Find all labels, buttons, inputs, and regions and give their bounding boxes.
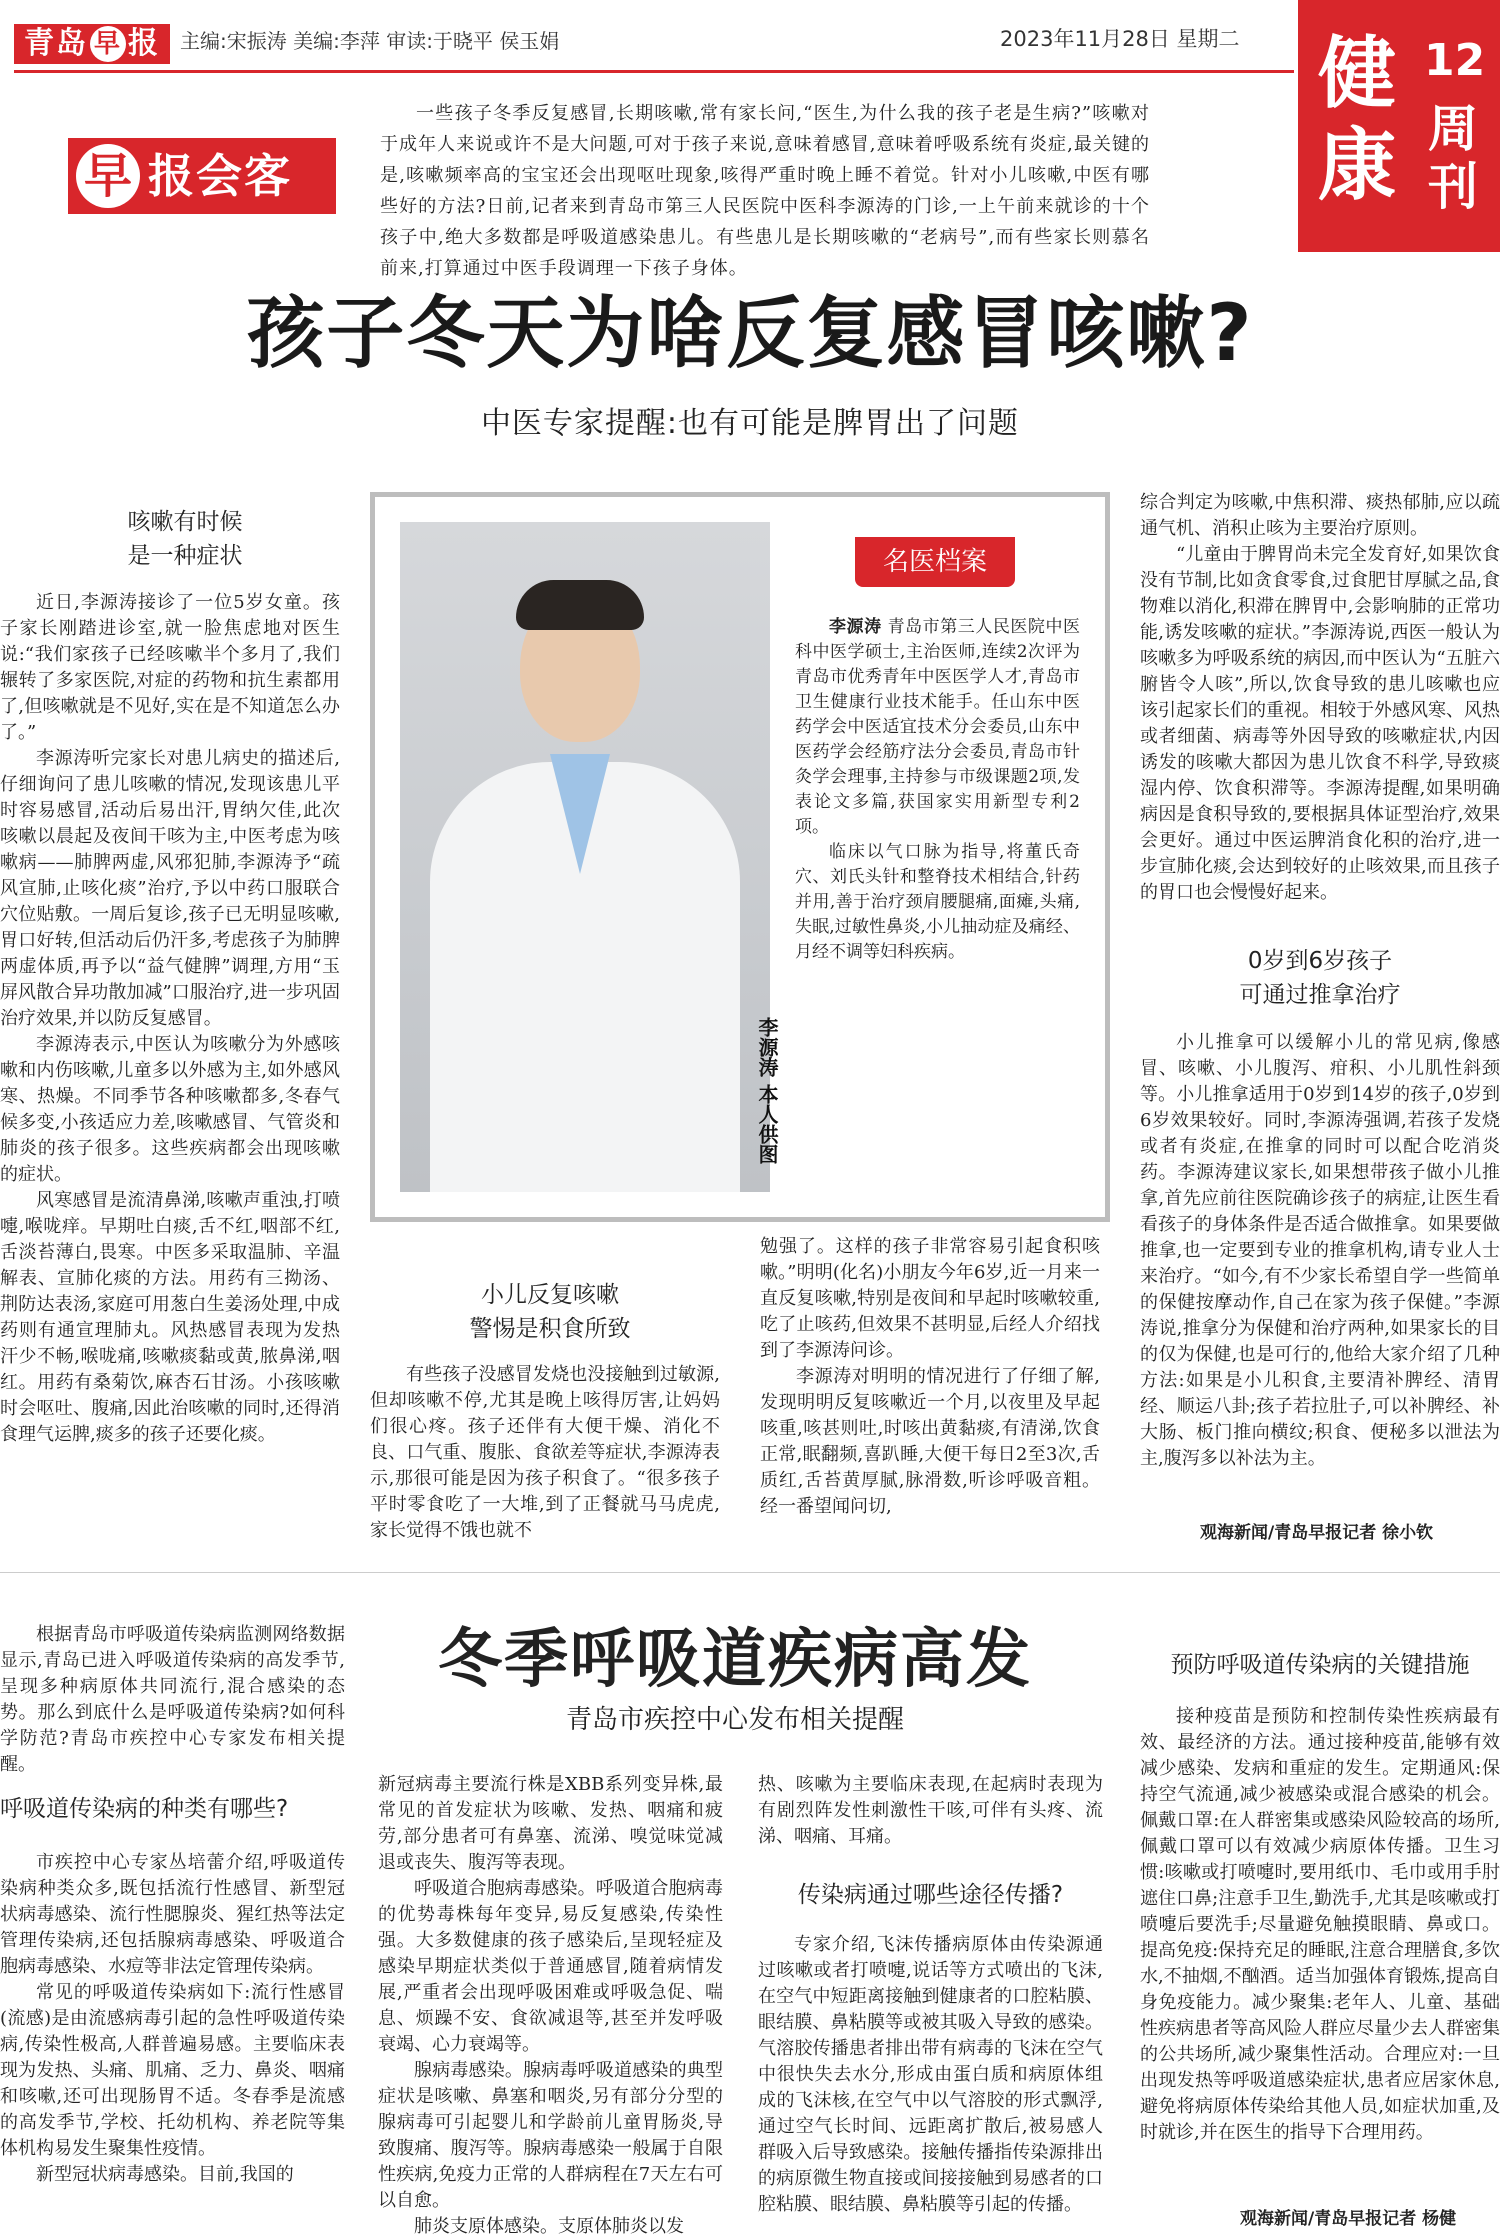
subheadline-2: 青岛市疾控中心发布相关提醒 [565, 1705, 904, 1735]
question-prevention: 预防呼吸道传染病的关键措施 [1170, 1652, 1470, 1678]
paragraph: 小儿推拿可以缓解小儿的常见病,像感冒、咳嗽、小儿腹泻、疳积、小儿肌性斜颈等。小儿推拿适用于0岁到14岁的孩子,0岁到6岁效果较好。同时,李源涛强调,若孩子发烧或者有炎症,在推拿的同时可以配合吃消炎药。李源涛建议家长,如果想带孩子做小儿推拿,首先应前往医院确诊孩子的病症,让医生看看孩子的身体条件是否适合做推拿。如果要做推拿,也一定要到专业的推拿机构,请专业人士来治疗。“如今,有不少家长希望自学一些简单的保健按摩动作,自己在家为孩子保健。”李源涛说,推拿分为保健和治疗两种,如果家长的目的仅为保健,也是可行的,他给大家介绍了几种方法:如果是小儿积食,主要清补脾经、清胃经、顺运八卦;孩子若拉肚子,可以补脾经、补大肠、板门推向横纹;积食、便秘多以泄法为主,腹泻多以补法为主。 [1140, 1032, 1500, 1469]
masthead-rule [14, 70, 1294, 73]
article1-column-3 [760, 1234, 1100, 1520]
article2-intro [0, 1622, 345, 1778]
paragraph: 近日,李源涛接诊了一位5岁女童。孩子家长刚踏进诊室,就一脸焦虑地对医生说:“我们家孩子已经咳嗽半个多月了,我们辗转了多家医院,对症的药物和抗生素都用了,但咳嗽就是不见好,实在是不知道怎么办了。” [0, 592, 340, 743]
doctor-photo [400, 522, 770, 1192]
byline-2: 观海新闻/青岛早报记者 杨健 [1240, 2209, 1457, 2229]
paragraph: 常见的呼吸道传染病如下:流行性感冒(流感)是由流感病毒引起的急性呼吸道传染病,传染性极高,人群普遍易感。主要临床表现为发热、头痛、肌痛、乏力、鼻炎、咽痛和咳嗽,还可出现肠胃不适。冬春季是流感的高发季节,学校、托幼机构、养老院等集体机构易发生聚集性疫情。 [0, 1982, 345, 2159]
logo-text-c: 报 [128, 26, 160, 61]
column-badge [68, 138, 336, 267]
paragraph: 呼吸道合胞病毒感染。呼吸道合胞病毒的优势毒株每年变异,易反复感染,传染性强。大多数健康的孩子感染后,呈现轻症及感染早期症状类似于普通感冒,随着病情发展,严重者会出现呼吸困难或呼吸急促、喘息、烦躁不安、食欲减退等,甚至并发呼吸衰竭、心力衰竭等。 [378, 1878, 723, 2055]
badge-label: 报会客厅 [148, 149, 292, 267]
paragraph: 李源涛对明明的情况进行了仔细了解,发现明明反复咳嗽近一个月,以夜里及早起咳重,咳甚则吐,时咳出黄黏痰,有清涕,饮食正常,眠翻频,喜趴睡,大便干每日2至3次,舌质红,舌苔黄厚腻,脉滑数,听诊呼吸音粗。经一番望闻问切, [760, 1366, 1100, 1517]
paragraph: 专家介绍,飞沫传播病原体由传染源通过咳嗽或者打喷嚏,说话等方式喷出的飞沫,在空气中短距离接触到健康者的口腔粘膜、眼结膜、鼻粘膜等或被其吸入导致的感染。气溶胶传播患者排出带有病毒的飞沫在空气中很快失去水分,形成由蛋白质和病原体组成的飞沫核,在空气中以气溶胶的形式飘浮,通过空气长时间、远距离扩散后,被易感人群吸入后导致感染。接触传播指传染源排出的病原微生物直接或间接接触到易感者的口腔粘膜、眼结膜、鼻粘膜等引起的传播。 [758, 1934, 1103, 2215]
paragraph: 综合判定为咳嗽,中焦积滞、痰热郁肺,应以疏通气机、消积止咳为主要治疗原则。 [1140, 492, 1500, 539]
newspaper-logo [14, 24, 170, 64]
article1-column-4-massage [1140, 1030, 1500, 1472]
editor-credits: 主编:宋振涛 美编:李萍 审读:于晓平 侯玉娟 [180, 29, 560, 53]
paragraph: 勉强了。这样的孩子非常容易引起食积咳嗽。”明明(化名)小朋友今年6岁,近一月来一直反复咳嗽,特别是夜间和早起时咳嗽较重,吃了止咳药,但效果不甚明显,后经人介绍找到了李源涛问诊。 [760, 1236, 1100, 1361]
section-title-line: 0岁到6岁孩子 [1247, 948, 1393, 974]
paragraph: 新型冠状病毒感染。目前,我国的 [36, 2164, 294, 2185]
paragraph: 有些孩子没感冒发烧也没接触到过敏源,但却咳嗽不停,尤其是晚上咳得厉害,让妈妈们很心疼。孩子还伴有大便干燥、消化不良、口气重、腹胀、食欲差等症状,李源涛表示,那很可能是因为孩子积食了。“很多孩子平时零食吃了一大堆,到了正餐就马马虎虎,家长觉得不饿也就不 [370, 1364, 720, 1541]
section-title-line: 可通过推拿治疗 [1239, 982, 1401, 1008]
issue-date: 2023年11月28日 星期二 [1000, 27, 1240, 51]
question-types: 呼吸道传染病的种类有哪些? [0, 1796, 289, 1822]
paragraph: 热、咳嗽为主要临床表现,在起病时表现为有剧烈阵发性刺激性干咳,可伴有头疼、流涕、咽痛、耳痛。 [758, 1774, 1103, 1847]
doctor-name: 李源涛 [829, 617, 882, 637]
paragraph: 新冠病毒主要流行株是XBB系列变异株,最常见的首发症状为咳嗽、发热、咽痛和疲劳,部分患者可有鼻塞、流涕、嗅觉味觉减退或丧失、腹泻等表现。 [378, 1774, 723, 1873]
article-divider [0, 1572, 1500, 1573]
section-title-line: 是一种症状 [127, 543, 243, 569]
section-name: 健康 [1318, 29, 1397, 211]
lead-paragraph: 一些孩子冬季反复感冒,长期咳嗽,常有家长问,“医生,为什么我的孩子老是生病?”咳嗽对于成年人来说或许不是大问题,可对于孩子来说,意味着感冒,意味着呼吸系统有炎症,最关键的是,咳嗽频率高的宝宝还会出现呕吐现象,咳得严重时晚上睡不着觉。针对小儿咳嗽,中医有哪些好的方法?日前,记者来到青岛市第三人民医院中医科李源涛的门诊,一上午前来就诊的十个孩子中,绝大多数都是呼吸道感染患儿。有些患儿是长期咳嗽的“老病号”,而有些家长则慕名前来,打算通过中医手段调理一下孩子身体。 [380, 103, 1150, 279]
paragraph: 腺病毒感染。腺病毒呼吸道感染的典型症状是咳嗽、鼻塞和咽炎,另有部分分型的腺病毒可引起婴儿和学龄前儿童胃肠炎,导致腹痛、腹泻等。腺病毒感染一般属于自限性疾病,免疫力正常的人群病程在7天左右可以自愈。 [378, 2060, 723, 2211]
paragraph: 李源涛听完家长对患儿病史的描述后,仔细询问了患儿咳嗽的情况,发现该患儿平时容易感冒,活动后易出汗,胃纳欠佳,此次咳嗽以晨起及夜间干咳为主,中医考虑为咳嗽病——肺脾两虚,风邪犯肺,李源涛予“疏风宣肺,止咳化痰”治疗,予以中药口服联合穴位贴敷。一周后复诊,孩子已无明显咳嗽,胃口好转,但活动后仍汗多,考虑孩子为肺脾两虚体质,再予以“益气健脾”调理,方用“玉屏风散合异功散加减”口服治疗,进一步巩固治疗效果,并以防反复感冒。 [0, 748, 340, 1029]
doctor-card-text [795, 615, 1080, 965]
question-transmission: 传染病通过哪些途径传播? [797, 1882, 1064, 1908]
photo-caption: 李源涛 本人供图 [755, 1017, 779, 1164]
article2-column-2 [378, 1772, 723, 2240]
section-title-line: 警惕是积食所致 [469, 1316, 631, 1342]
byline: 观海新闻/青岛早报记者 徐小钦 [1200, 1523, 1434, 1543]
section-title-symptom [20, 505, 350, 573]
article2-column-4 [1140, 1704, 1500, 2146]
section-title-food [370, 1278, 730, 1346]
paragraph: 李源涛表示,中医认为咳嗽分为外感咳嗽和内伤咳嗽,儿童多以外感为主,如外感风寒、热燥。不同季节各种咳嗽都多,冬春气候多变,小孩适应力差,咳嗽感冒、气管炎和肺炎的孩子很多。这些疾病都会出现咳嗽的症状。 [0, 1034, 340, 1185]
paragraph: 肺炎支原体感染。支原体肺炎以发 [414, 2216, 684, 2237]
weekly-label: 周刊 [1428, 99, 1478, 216]
paragraph: 根据青岛市呼吸道传染病监测网络数据显示,青岛已进入呼吸道传染病的高发季节,呈现多种病原体共同流行,混合感染的态势。那么到底什么是呼吸道传染病?如何科学防范?青岛市疾控中心专家发布相关提醒。 [0, 1624, 345, 1775]
doctor-profile-box [370, 492, 1110, 1222]
paragraph: “儿童由于脾胃尚未完全发育好,如果饮食没有节制,比如贪食零食,过食肥甘厚腻之品,食物难以消化,积滞在脾胃中,会影响肺的正常功能,诱发咳嗽的症状。”李源涛说,西医一般认为咳嗽多为呼吸系统的病因,而中医认为“五脏六腑皆令人咳”,所以,饮食导致的患儿咳嗽也应该引起家长们的重视。相较于外感风寒、风热或者细菌、病毒等外因导致的咳嗽症状,内因诱发的咳嗽大都因为患儿饮食不科学,导致痰湿内停、饮食积滞等。李源涛提醒,如果明确病因是食积导致的,要根据具体证型治疗,效果会更好。通过中医运脾消食化积的治疗,进一步宣肺化痰,会达到较好的止咳效果,而且孩子的胃口也会慢慢好起来。 [1140, 544, 1500, 903]
doctor-bio-clinical: 临床以气口脉为指导,将董氏奇穴、刘氏头针和整脊技术相结合,针药并用,善于治疗颈肩腰腿痛,面瘫,头痛,失眠,过敏性鼻炎,小儿抽动症及痛经、月经不调等妇科疾病。 [795, 842, 1080, 962]
section-title-line: 咳嗽有时候 [127, 509, 243, 535]
doctor-card-label: 名医档案 [855, 537, 1015, 587]
logo-mark: 早 [90, 26, 126, 62]
article1-column-4 [1140, 490, 1500, 906]
article1-column-2 [370, 1362, 720, 1544]
paragraph: 市疾控中心专家丛培蕾介绍,呼吸道传染病种类众多,既包括流行性感冒、新型冠状病毒感染、流行性腮腺炎、猩红热等法定管理传染病,还包括腺病毒感染、呼吸道合胞病毒感染、水痘等非法定管理传染病。 [0, 1852, 345, 1977]
doctor-bio-text: 青岛市第三人民医院中医科中医学硕士,主治医师,连续2次评为青岛市优秀青年中医医学人才,青岛市卫生健康行业技术能手。任山东中医药学会中医适宜技术分会委员,山东中医药学会经筋疗法分会委员,青岛市针灸学会理事,主持参与市级课题2项,发表论文多篇,获国家实用新型专利2项。 [795, 617, 1081, 837]
masthead [0, 0, 1500, 80]
paragraph: 风寒感冒是流清鼻涕,咳嗽声重浊,打喷嚏,喉咙痒。早期吐白痰,舌不红,咽部不红,舌淡苔薄白,畏寒。中医多采取温肺、辛温解表、宣肺化痰的方法。用药有三拗汤、荆防达表汤,家庭可用葱白生姜汤处理,中成药则有通宣理肺丸。风热感冒表现为发热汗少不畅,喉咙痛,咳嗽痰黏或黄,脓鼻涕,咽红。用药有桑菊饮,麻杏石甘汤。小孩咳嗽时会呕吐、腹痛,因此治咳嗽的同时,还得消食理气运脾,痰多的孩子还要化痰。 [0, 1190, 340, 1445]
subheadline: 中医专家提醒:也有可能是脾胃出了问题 [480, 406, 1020, 441]
article1-column-1 [0, 590, 340, 1448]
article2-column-1 [0, 1850, 345, 2188]
headline-2: 冬季呼吸道疾病高发 [438, 1623, 1032, 1697]
section-title-massage [1140, 944, 1500, 1012]
section-banner [1298, 0, 1500, 252]
badge-mark: 早 [76, 144, 140, 208]
doctor-bio [795, 615, 1080, 840]
article2-column-3 [758, 1772, 1103, 1850]
headline: 孩子冬天为啥反复感冒咳嗽? [246, 289, 1254, 379]
page-number: 12 [1424, 35, 1486, 86]
section-title-line: 小儿反复咳嗽 [481, 1282, 619, 1308]
logo-text-a: 青岛 [24, 26, 88, 61]
photo-hair-shape [516, 580, 644, 630]
article2-column-3-body [758, 1932, 1103, 2218]
paragraph: 接种疫苗是预防和控制传染性疾病最有效、最经济的方法。通过接种疫苗,能够有效减少感染、发病和重症的发生。定期通风:保持空气流通,减少被感染或混合感染的机会。佩戴口罩:在人群密集或感染风险较高的场所,佩戴口罩可以有效减少病原体传播。卫生习惯:咳嗽或打喷嚏时,要用纸巾、毛巾或用手肘遮住口鼻;注意手卫生,勤洗手,尤其是咳嗽或打喷嚏后要洗手;尽量避免触摸眼睛、鼻或口。提高免疫:保持充足的睡眠,注意合理膳食,多饮水,不抽烟,不酗酒。适当加强体育锻炼,提高自身免疫能力。减少聚集:老年人、儿童、基础性疾病患者等高风险人群应尽量少去人群密集的公共场所,减少聚集性活动。合理应对:一旦出现发热等呼吸道感染症状,患者应居家休息,避免将病原体传染给其他人员,如症状加重,及时就诊,并在医生的指导下合理用药。 [1140, 1706, 1500, 2143]
